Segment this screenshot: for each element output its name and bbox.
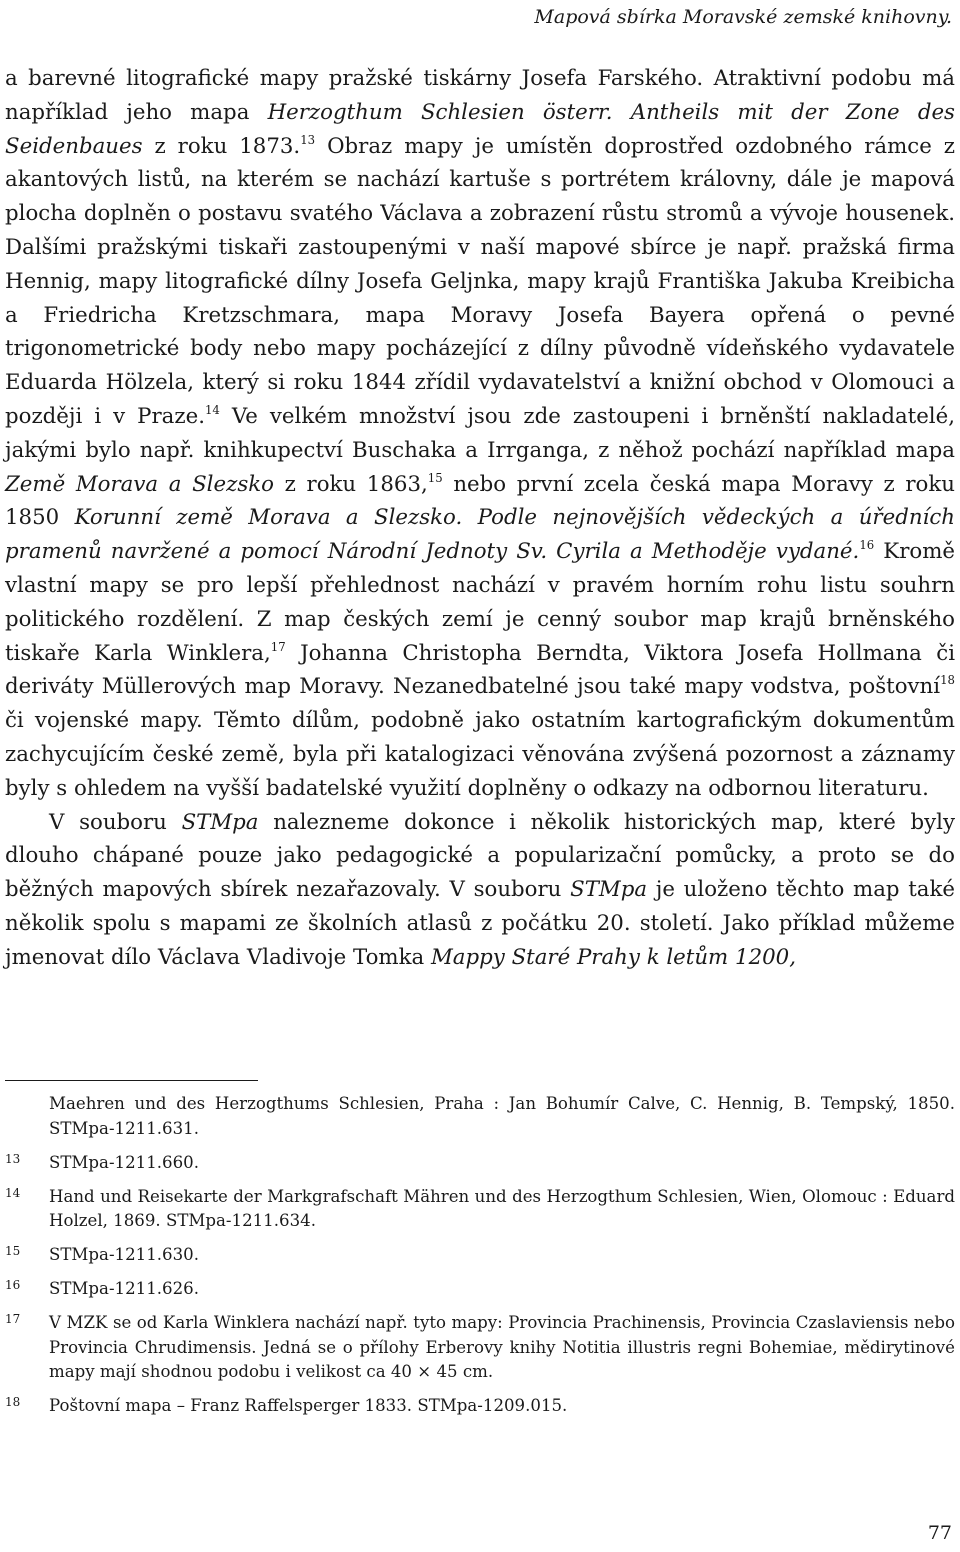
footnote-text: STMpa-1211.630. [49,1245,200,1264]
footnote-ref[interactable]: 13 [300,132,316,147]
footnote-text: Maehren und des Herzogthums Schlesien, Praha : Jan Bohumír Calve, C. Hennig, B. Tempský, 1850. STMpa-1211.631. [49,1094,955,1138]
footnote [5,1243,955,1268]
footnote [5,1311,955,1385]
text-run: Johanna Christopha Berndta, Viktora Josefa Hollmana či deriváty Müllerových map Moravy. Nezanedbatelné jsou také mapy vodstva, poštovní [5,640,956,700]
footnote-ref[interactable]: 15 [427,470,443,485]
footnote [5,1277,955,1302]
footnote-text: Hand und Reisekarte der Markgrafschaft Mähren und des Herzogthum Schlesien, Wien, Olomouc : Eduard Holzel, 1869. STMpa-1211.634. [49,1186,955,1230]
footnote-number: 13 [5,1151,21,1166]
footnote-text: Poštovní mapa – Franz Raffelsperger 1833. STMpa-1209.015. [49,1396,568,1415]
text-run: Obraz mapy je umístěn doprostřed ozdobného rámce z akantových listů, na kterém se nachází kartuše s portrétem královny, dále je mapová plocha doplněn o postavu svatého Václava a zobrazení růstu stromů a vývoje housenek. Dalšími pražskými tiskaři zastoupenými v naší mapové sbírce je např. pražská firma Hennig, mapy litografické dílny Josefa Geljnka, mapy krajů Františka Jakuba Kreibicha a Friedricha Kretzschmara, mapa Moravy Josefa Bayera opřená o pevné trigonometrické body nebo mapy pocházející z dílny původně vídeňského vydavatele Eduarda Hölzela, který si roku 1844 zřídil vydavatelství a knižní obchod v Olomouci a později i v Praze. [5,133,956,429]
footnotes [5,1092,955,1428]
footnote [5,1185,955,1234]
footnote [5,1092,955,1141]
running-head: Mapová sbírka Moravské zemské knihovny. [534,6,952,28]
footnote-ref[interactable]: 16 [859,538,875,553]
text-run: V souboru [49,809,182,835]
footnote-text: STMpa-1211.626. [49,1279,200,1298]
map-title: Herzogthum Schlesien österr. Antheils mit der Zone des Seidenbaues [5,99,955,159]
map-title: Země Morava a Slezsko [5,471,274,497]
text-run: Kromě vlastní mapy se pro lepší přehlednost nachází v pravém horním rohu listu souhrn politického rozdělení. Z map českých zemí je cenný soubor map krajů brněnského tiskaře Karla Winklera, [5,539,955,666]
map-title: Korunní země Morava a Slezsko. Podle nejnovějších vědeckých a úředních pramenů navržené a pomocí Národní Jednoty Sv. Cyrila a Methoděje vydané. [5,505,956,565]
text-run: z roku 1863, [273,471,428,497]
paragraph [5,806,955,975]
text-run: a barevné litografické mapy pražské tiskárny Josefa Farského. Atraktivní podobu má například jeho mapa [5,66,955,125]
paragraph [5,62,955,806]
footnote-number: 16 [5,1278,21,1292]
footnote-separator [5,1080,258,1081]
text-run: z roku 1873. [142,133,301,159]
footnote-number: 15 [5,1244,21,1258]
footnote-number: 17 [5,1312,21,1326]
footnote [5,1394,955,1419]
map-title: Mappy Staré Prahy k letům 1200, [431,944,796,970]
footnote-number: 18 [5,1395,21,1409]
footnote-number: 14 [5,1185,21,1200]
body-text [5,62,955,975]
collection-name: STMpa [181,809,259,835]
text-run: či vojenské mapy. Těmto dílům, podobně jako ostatním kartografickým dokumentům zachycujícím české země, byla při katalogizaci věnována zvýšená pozornost a záznamy byly s ohledem na vyšší badatelské využití doplněny o odkazy na odbornou literaturu. [5,708,955,801]
footnote-ref[interactable]: 17 [270,639,286,654]
collection-name: STMpa [570,877,648,903]
footnote-text: STMpa-1211.660. [49,1152,200,1172]
footnote-ref[interactable]: 18 [940,673,955,688]
text-run: nalezneme dokonce i několik historických map, které byly dlouho chápané pouze jako pedagogické a popularizační pomůcky, a proto se do běžných mapových sbírek nezařazovaly. V souboru [5,809,955,903]
footnote-text: V MZK se od Karla Winklera nachází např. tyto mapy: Provincia Prachinensis, Provincia Czaslaviensis nebo Provincia Chrudimensis. Jedná se o přílohy Erberovy knihy Notitia illustris regni Bohemiae, mědirytinové mapy mají shodnou podobu i velikost ca 40 × 45 cm. [49,1313,955,1381]
text-run: je uloženo těchto map také několik spolu s mapami ze školních atlasů z počátku 20. století. Jako příklad můžeme jmenovat dílo Václava Vladivoje Tomka [5,877,955,970]
text-run: Ve velkém množství jsou zde zastoupeni i brněnští nakladatelé, jakými bylo např. knihkupectví Buschaka a Irrganga, z něhož pochází například mapa [5,403,955,463]
footnote [5,1151,955,1176]
page-number: 77 [927,1522,952,1544]
text-run: nebo první zcela česká mapa Moravy z roku 1850 [5,471,956,531]
footnote-ref[interactable]: 14 [204,403,220,418]
